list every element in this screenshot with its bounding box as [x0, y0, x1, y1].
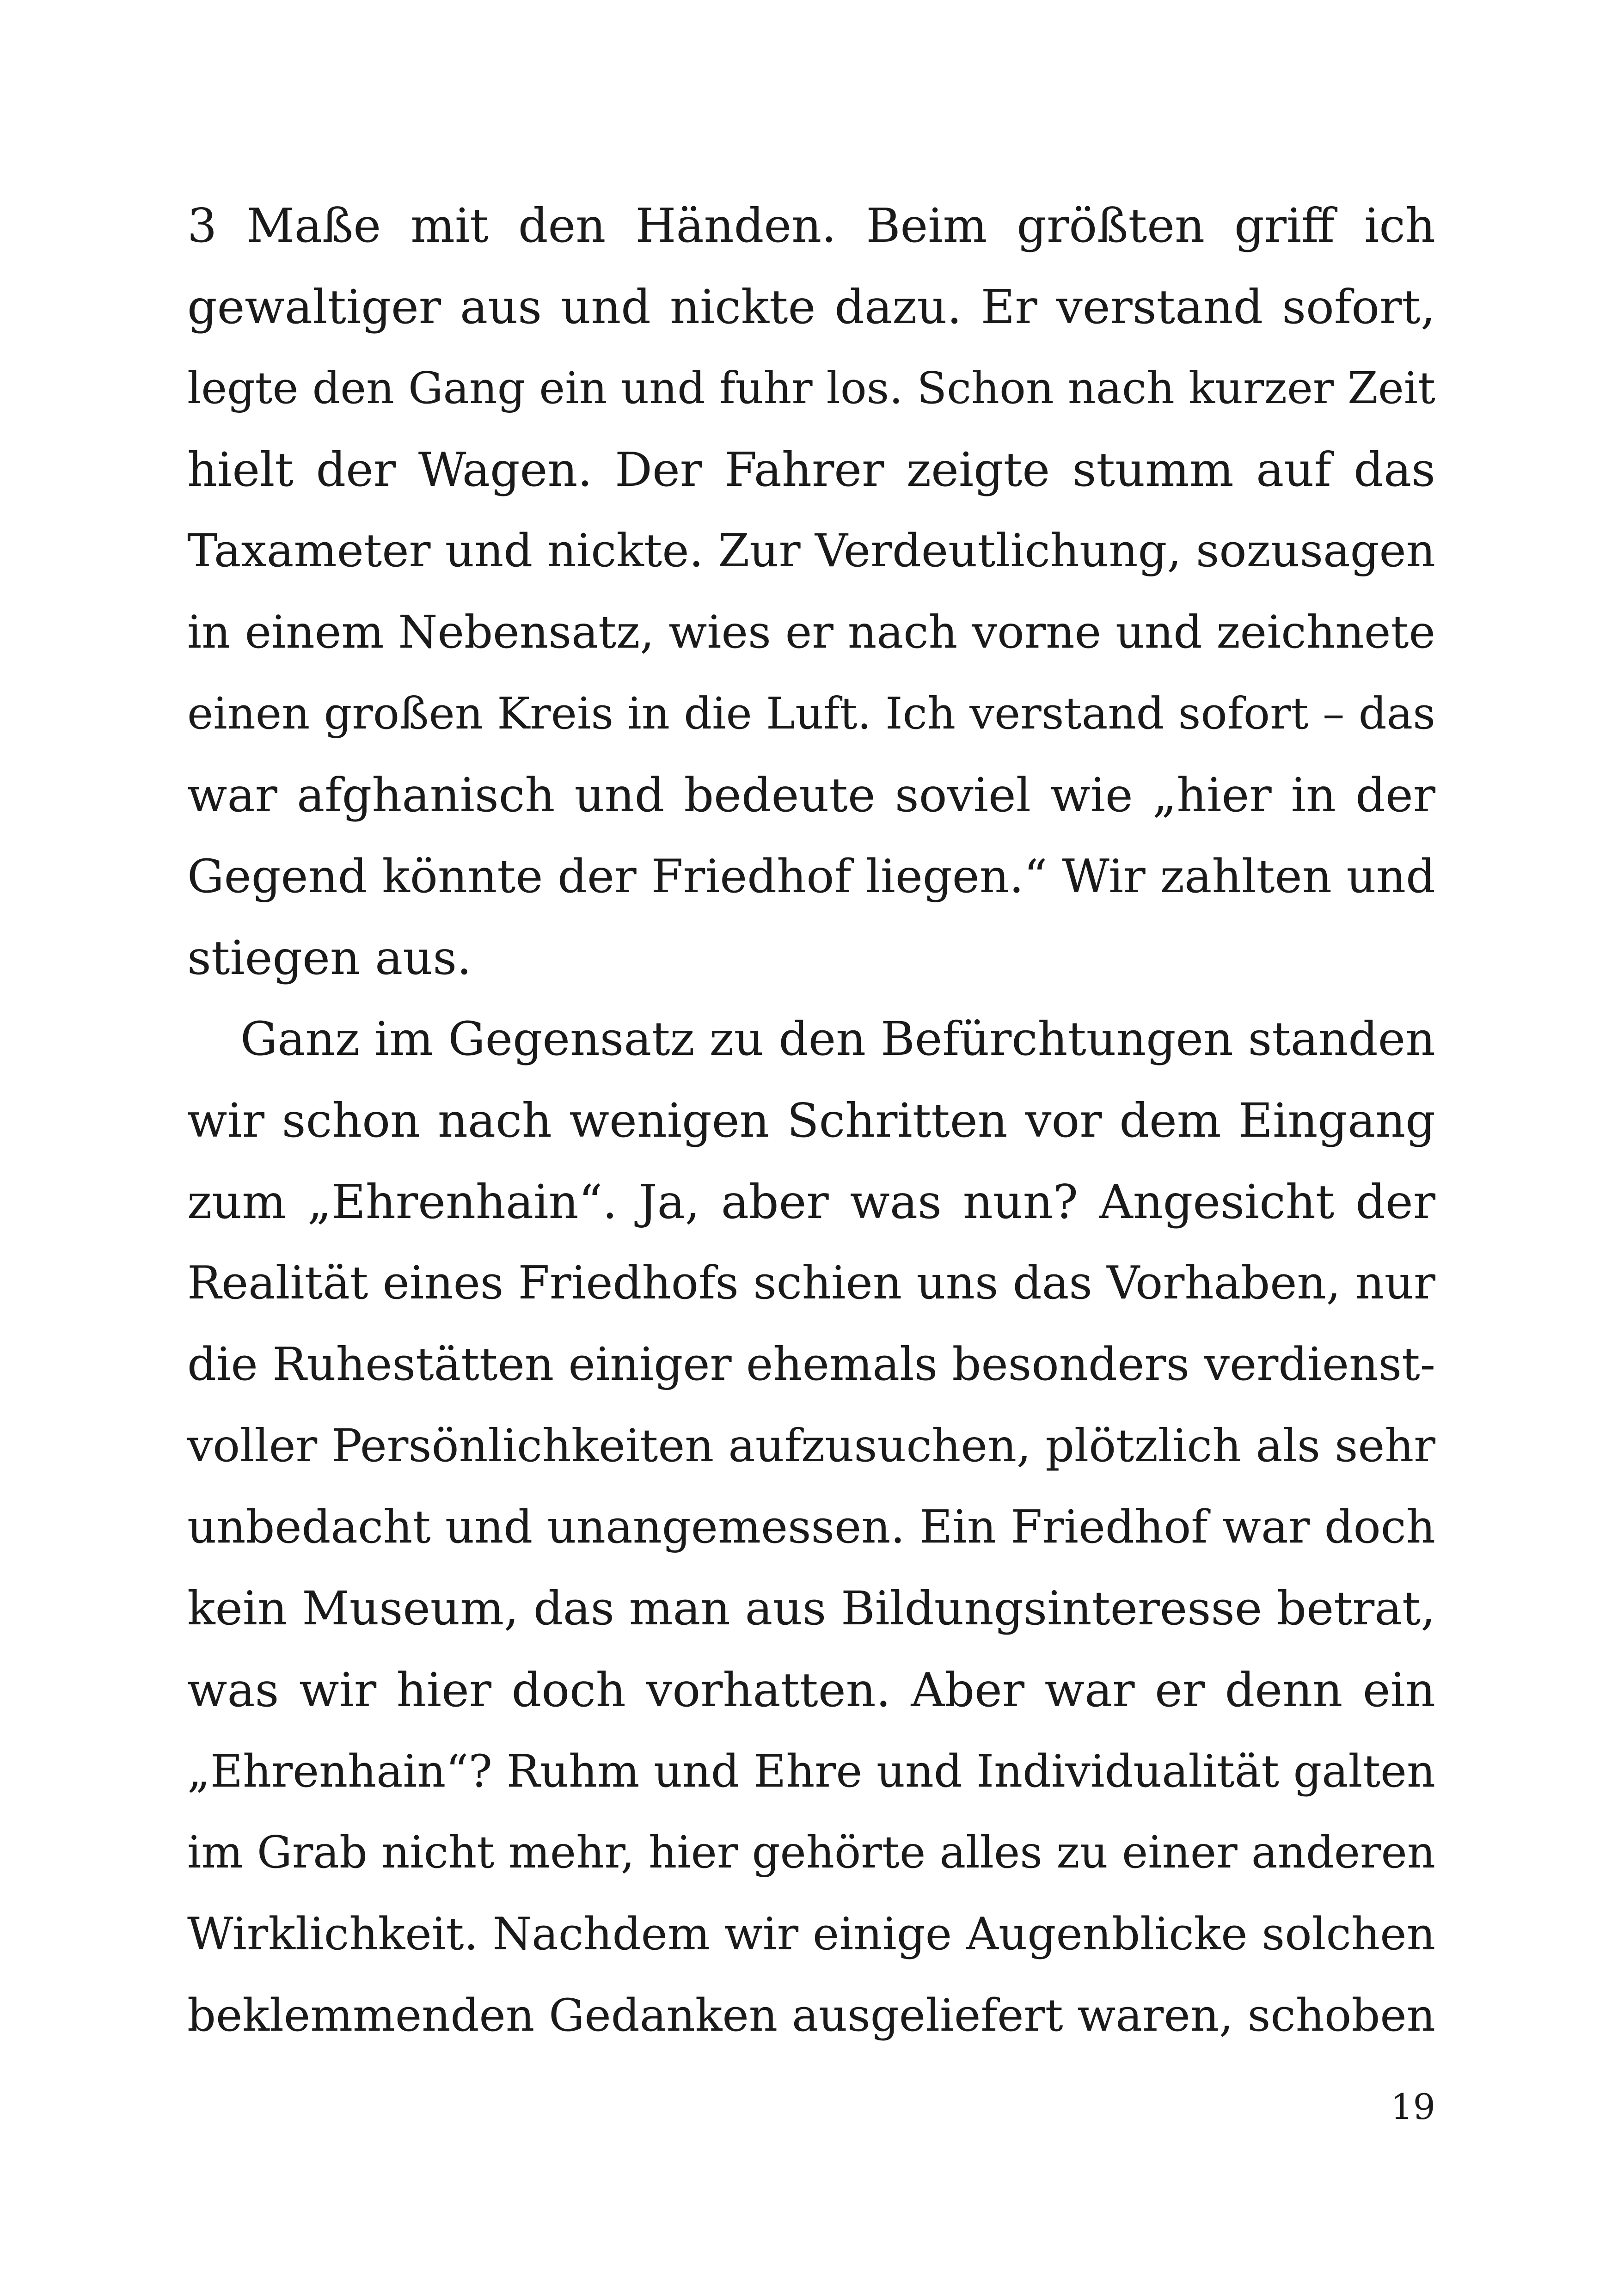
text-line: gewaltiger aus und nickte dazu. Er verstand sofort,: [187, 280, 1435, 334]
text-line: wir schon nach wenigen Schritten vor dem Eingang: [187, 1093, 1435, 1148]
text-line: kein Museum, das man aus Bildungsinteresse betrat,: [187, 1581, 1435, 1635]
text-line: Taxameter und nickte. Zur Verdeutlichung, sozusagen: [187, 525, 1435, 577]
page-number: 19: [1391, 2086, 1435, 2127]
text-line: im Grab nicht mehr, hier gehörte alles zu einer anderen: [187, 1827, 1435, 1878]
body-text: [187, 185, 1435, 2056]
text-line: voller Persönlichkeiten aufzusuchen, plötzlich als sehr: [187, 1420, 1435, 1472]
text-line: legte den Gang ein und fuhr los. Schon nach kurzer Zeit: [187, 363, 1435, 414]
text-line: Realität eines Friedhofs schien uns das Vorhaben, nur: [187, 1257, 1435, 1310]
text-line: Gegend könnte der Friedhof liegen.“ Wir zahlten und: [187, 849, 1435, 903]
text-line: Ganz im Gegensatz zu den Befürchtungen standen: [240, 1012, 1435, 1066]
text-line: was wir hier doch vorhatten. Aber war er denn ein: [187, 1663, 1435, 1717]
text-line: Wirklichkeit. Nachdem wir einige Augenblicke solchen: [187, 1908, 1435, 1960]
text-line: zum „Ehrenhain“. Ja, aber was nun? Angesicht der: [187, 1175, 1435, 1229]
text-line: beklemmenden Gedanken ausgeliefert waren, schoben: [187, 1989, 1435, 2041]
text-line: die Ruhestätten einiger ehemals besonders verdienst-: [187, 1338, 1435, 1391]
text-line: hielt der Wagen. Der Fahrer zeigte stumm auf das: [187, 442, 1435, 497]
text-line: in einem Nebensatz, wies er nach vorne und zeichnete: [187, 606, 1435, 658]
text-line: „Ehrenhain“? Ruhm und Ehre und Individualität galten: [187, 1745, 1435, 1797]
text-line: einen großen Kreis in die Luft. Ich verstand sofort – das: [187, 688, 1435, 739]
text-line: stiegen aus.: [187, 931, 472, 985]
text-line: war afghanisch und bedeute soviel wie „hier in der: [187, 768, 1435, 822]
text-line: unbedacht und unangemessen. Ein Friedhof war doch: [187, 1501, 1435, 1554]
text-line: 3 Maße mit den Händen. Beim größten griff ich: [187, 198, 1435, 253]
